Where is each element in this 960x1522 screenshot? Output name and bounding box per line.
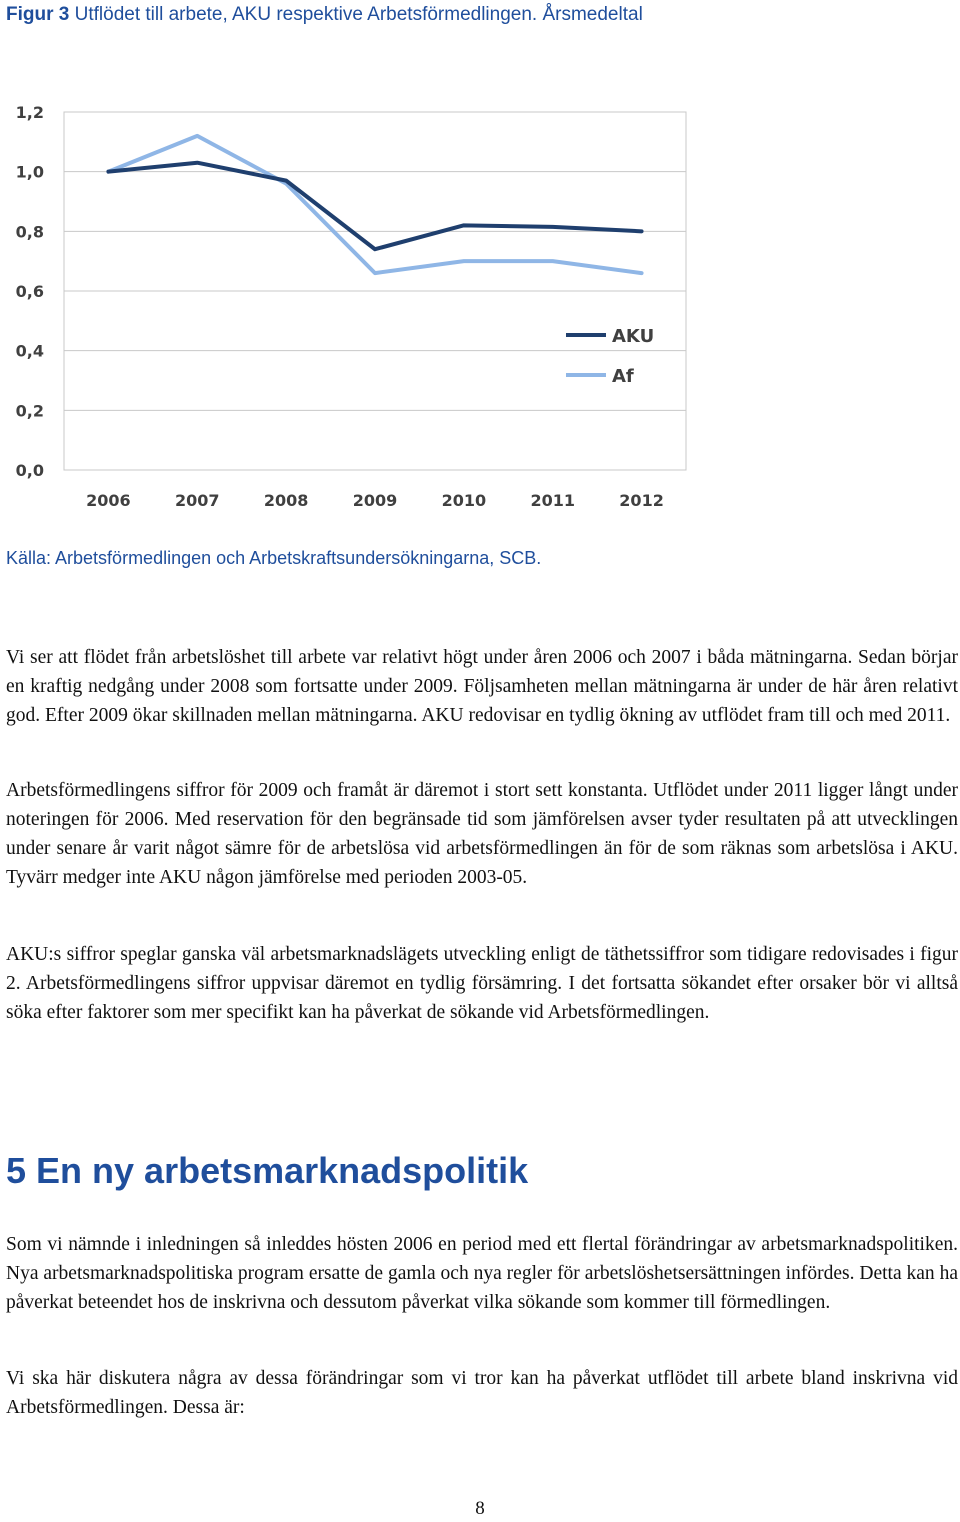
paragraph-5: Vi ska här diskutera några av dessa förändringar som vi tror kan ha påverkat utflödet till arbete bland inskrivna vid Arbetsförmedlingen. Dessa är: <box>6 1368 958 1418</box>
y-tick-label: 0,4 <box>15 341 44 361</box>
y-tick-label: 0,0 <box>15 461 44 480</box>
y-tick-label: 0,6 <box>15 282 44 301</box>
data-point-aku <box>462 224 465 227</box>
x-tick-label: 2007 <box>175 491 220 510</box>
y-tick-label: 1,0 <box>15 162 44 182</box>
y-tick-label: 0,2 <box>15 401 44 421</box>
series-line-af <box>108 136 641 273</box>
data-point-aku <box>551 225 554 228</box>
y-tick-label: 0,8 <box>15 222 44 242</box>
line-chart <box>0 90 720 530</box>
page-number: 8 <box>475 1498 485 1519</box>
y-tick-label: 1,2 <box>15 103 44 122</box>
data-point-af <box>374 272 377 275</box>
x-tick-label: 2008 <box>263 491 309 510</box>
paragraph-3: AKU:s siffror speglar ganska väl arbetsmarknadslägets utveckling enligt de täthetssiffror som tidigare redovisades i figur 2. Arbetsförmedlingens siffror uppvisar däremot en tydlig försämring. I det fortsatta sökandet efter orsaker bör vi alltså söka efter faktorer som mer specifikt kan ha påverkat de sökande vid Arbetsförmedlingen. <box>6 944 958 1023</box>
chart-legend <box>566 326 654 387</box>
paragraph-2: Arbetsförmedlingens siffror för 2009 och framåt är däremot i stort sett konstanta. Utflödet under 2011 ligger långt under noteringen för 2006. Med reservation för den begränsade tid som jämförelsen avser tyder resultaten på att utvecklingen under senare år varit något sämre för de arbetslösa vid arbetsförmedlingen än för de som räknas som arbetslösa i AKU. Tyvärr medger inte AKU någon jämförelse med perioden 2003-05. <box>6 780 958 888</box>
data-point-af <box>551 260 554 263</box>
paragraph-1: Vi ser att flödet från arbetslöshet till arbete var relativt högt under åren 2006 och 2007 i båda mätningarna. Sedan börjar en kraftig nedgång under 2008 som fortsatte under 2009. Följsamheten mellan mätningarna är under de här åren relativt god. Efter 2009 ökar skillnaden mellan mätningarna. AKU redovisar en tydlig ökning av utflödet fram till och med 2011. <box>6 647 958 726</box>
x-tick-label: 2006 <box>86 491 131 510</box>
data-point-aku <box>196 161 199 164</box>
data-point-af <box>462 260 465 263</box>
x-axis-tick-labels <box>86 491 664 510</box>
section-heading: 5 En ny arbetsmarknadspolitik <box>6 1150 529 1191</box>
x-tick-label: 2009 <box>352 491 398 510</box>
x-tick-label: 2010 <box>441 491 487 510</box>
y-axis-tick-labels <box>16 103 44 480</box>
figure-caption-text: Utflödet till arbete, AKU respektive Arbetsförmedlingen. Årsmedeltal <box>74 4 643 25</box>
data-point-aku <box>285 179 288 182</box>
data-point-aku <box>107 170 110 173</box>
x-tick-label: 2012 <box>619 491 664 510</box>
data-point-aku <box>640 230 643 233</box>
figure-caption <box>6 4 643 26</box>
paragraph-4: Som vi nämnde i inledningen så inleddes hösten 2006 en period med ett flertal förändringar av arbetsmarknadspolitiken. Nya arbetsmarknadspolitiska program ersatte de gamla och nya regler för arbetslöshetsersättningen infördes. Detta kan ha påverkat beteendet hos de inskrivna och dessutom påverkat vilka sökande som kommer till förmedlingen. <box>6 1234 958 1313</box>
figure-source: Källa: Arbetsförmedlingen och Arbetskraftsundersökningarna, SCB. <box>6 548 542 568</box>
figure-label: Figur 3 <box>6 4 70 25</box>
series-line-aku <box>108 163 641 250</box>
x-tick-label: 2011 <box>530 491 575 510</box>
data-point-af <box>640 272 643 275</box>
data-point-af <box>196 134 199 137</box>
data-point-aku <box>374 248 377 251</box>
chart-series <box>107 134 643 274</box>
legend-label-af: Af <box>612 366 634 387</box>
legend-label-aku: AKU <box>612 326 655 347</box>
